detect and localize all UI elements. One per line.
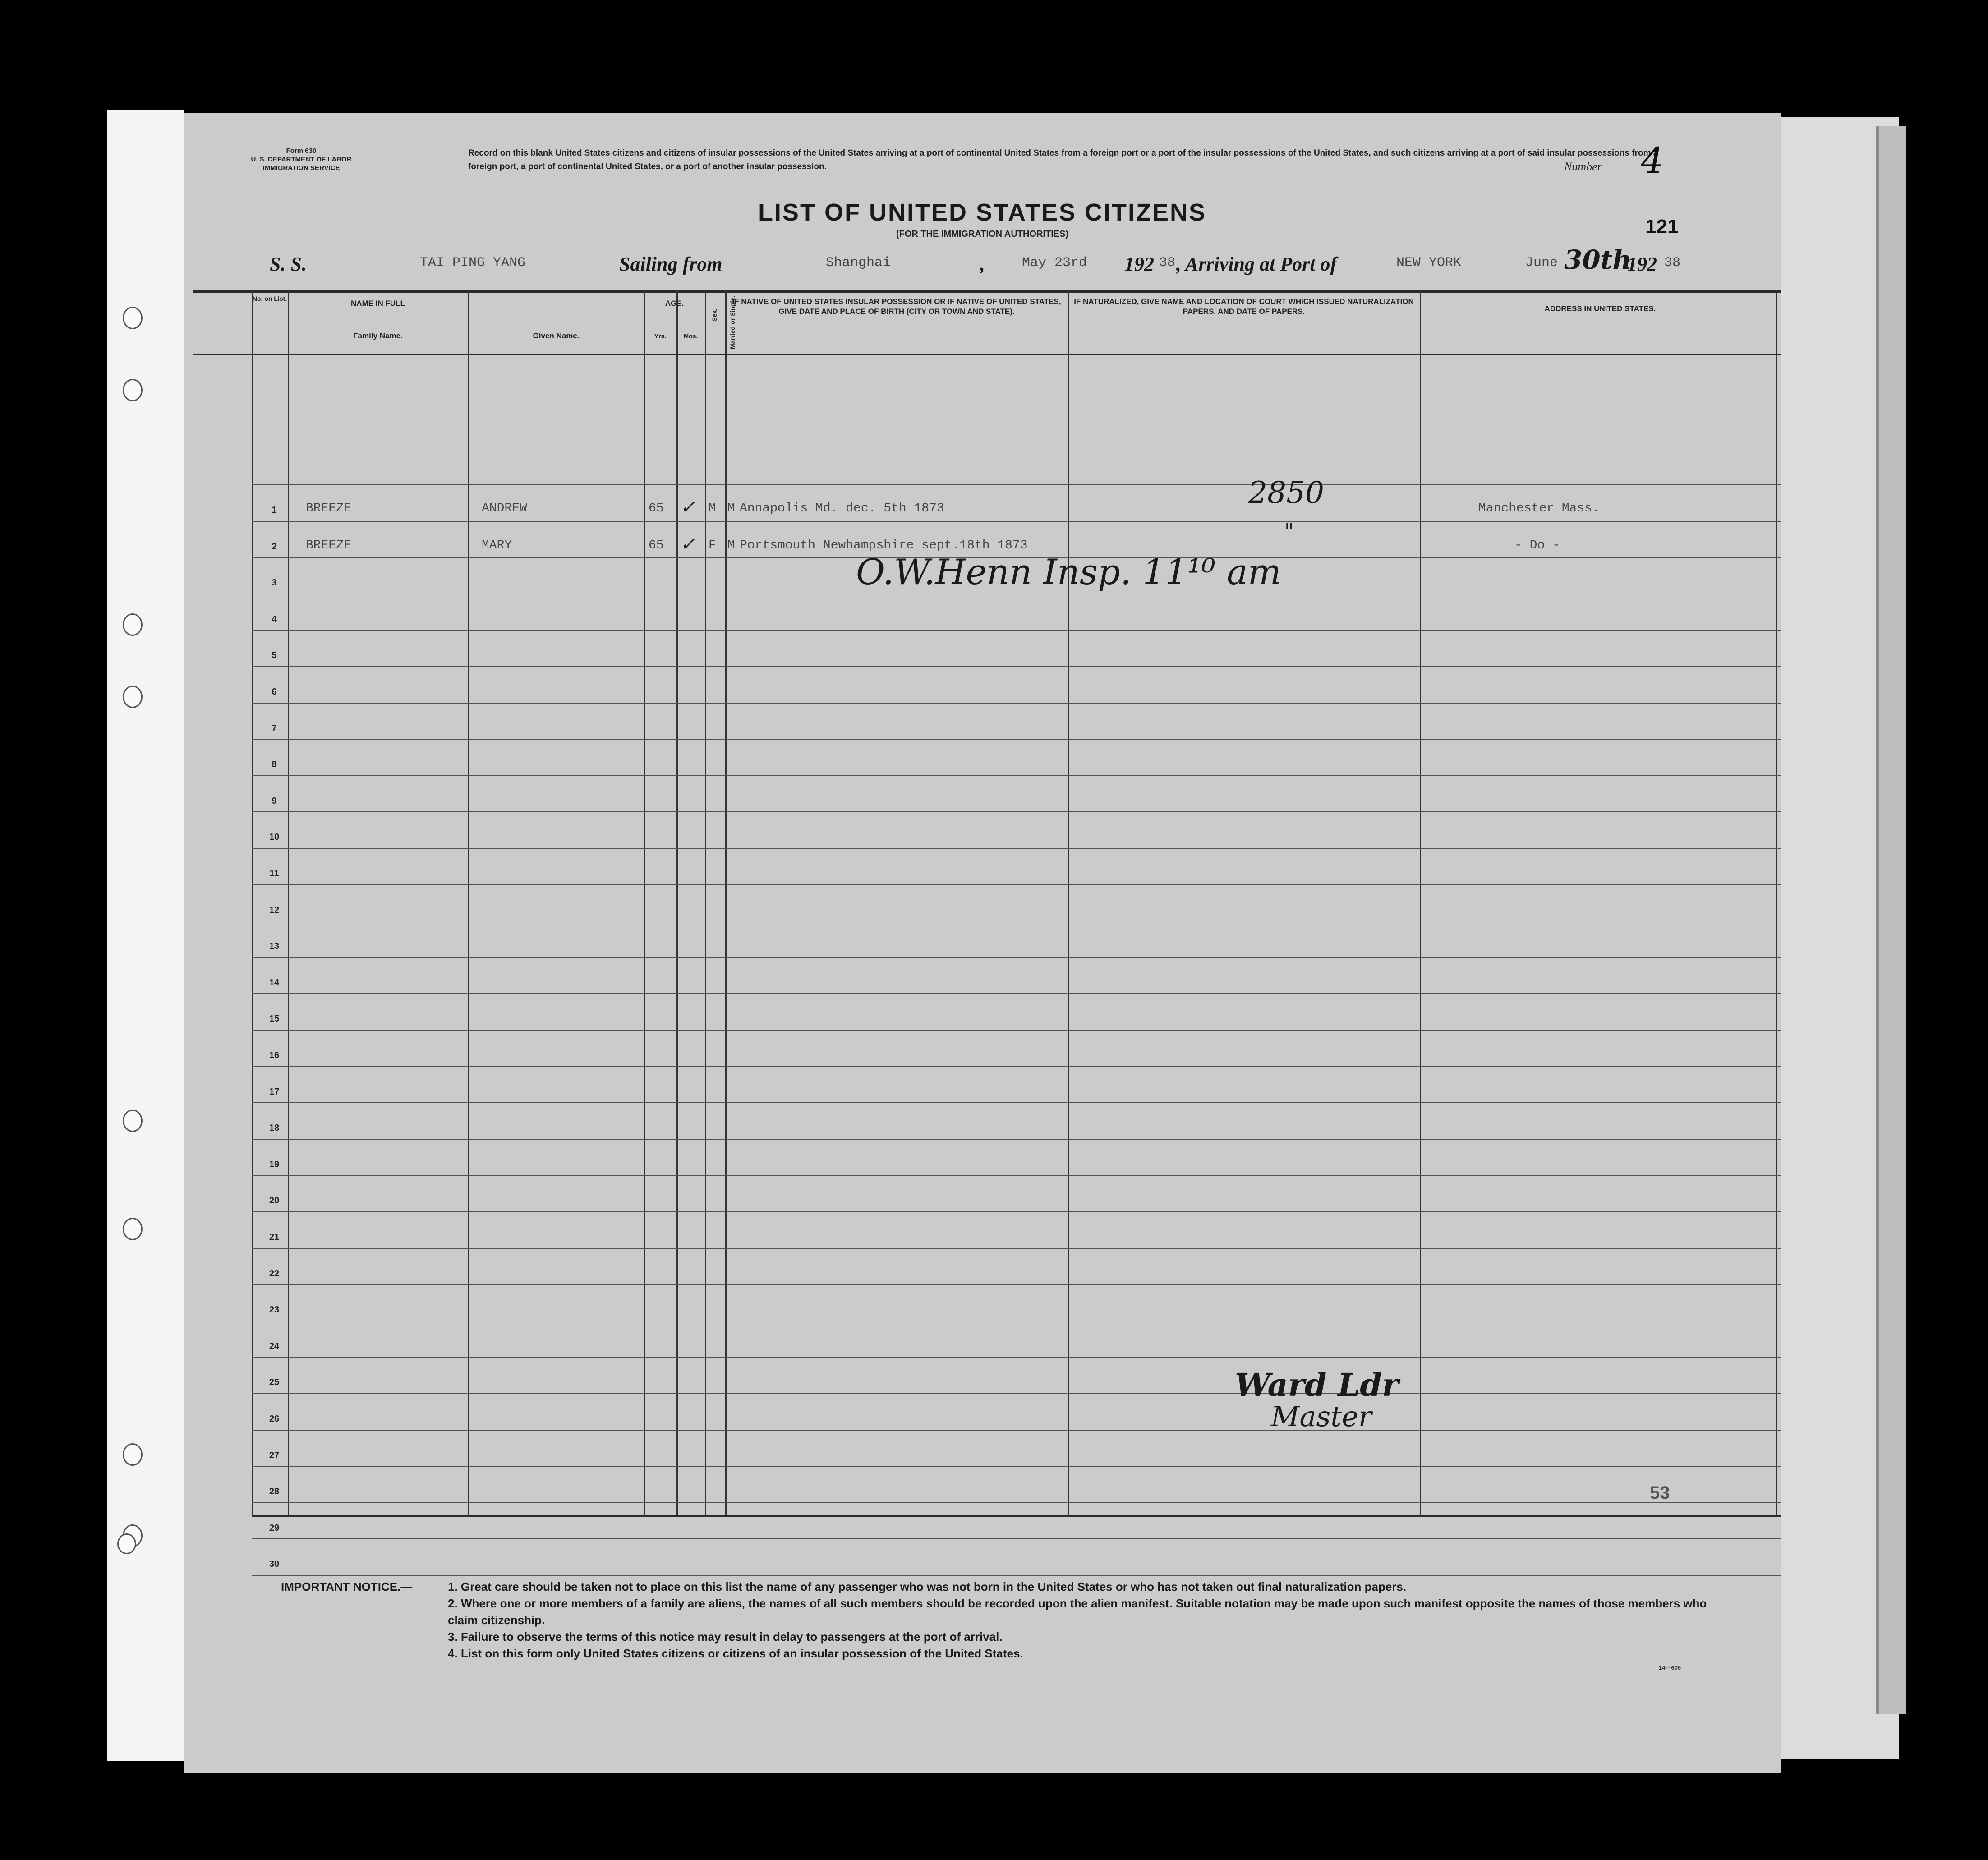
col-divider	[288, 290, 289, 1515]
col-divider	[705, 290, 706, 1515]
cell-naturalized-1: 2850	[1248, 475, 1324, 510]
col-divider	[1420, 290, 1421, 1515]
cell-married-1: M	[727, 502, 735, 516]
comma-1: ,	[980, 253, 985, 275]
row-number: 28	[269, 1487, 280, 1497]
row-number: 5	[272, 650, 277, 661]
row-rule	[252, 1284, 1781, 1285]
row-number: 16	[269, 1050, 280, 1060]
row-number: 3	[272, 578, 277, 588]
row-number: 13	[269, 941, 280, 952]
punch-hole	[123, 1443, 143, 1466]
col-divider	[252, 290, 253, 1515]
punch-hole	[123, 379, 143, 401]
th-sex: Sex.	[711, 308, 718, 322]
row-rule	[252, 1066, 1781, 1067]
th-address: ADDRESS IN UNITED STATES.	[1544, 304, 1656, 313]
row-rule	[252, 703, 1781, 704]
notice-item: 4. List on this form only United States citizens or citizens of an insular possession of the United States.	[448, 1647, 1023, 1660]
ship-name: TAI PING YANG	[333, 255, 612, 272]
row-number: 29	[269, 1523, 280, 1533]
row-number: 18	[269, 1123, 280, 1133]
row-rule	[252, 1139, 1781, 1140]
arrive-day: 30th	[1564, 244, 1632, 275]
comma-2: ,	[1176, 253, 1181, 275]
th-given-name: Given Name.	[533, 331, 580, 340]
row-number: 8	[272, 760, 277, 770]
row-rule	[252, 1030, 1781, 1031]
punch-hole	[123, 307, 143, 329]
passenger-table	[184, 290, 1781, 1570]
page-stack-edge	[1876, 126, 1906, 1714]
col-divider	[676, 290, 678, 1515]
service: IMMIGRATION SERVICE	[262, 164, 340, 172]
cell-family-2: BREEZE	[306, 539, 351, 552]
voyage-line	[184, 244, 1781, 280]
table-header-rule	[193, 354, 1781, 355]
cell-yrs-2: 65	[649, 539, 664, 552]
row-number: 14	[269, 977, 280, 988]
row-rule	[252, 630, 1781, 631]
row-number: 12	[269, 905, 280, 915]
cell-address-1: Manchester Mass.	[1478, 502, 1600, 516]
row-number: 10	[269, 832, 280, 843]
th-name-in-full: NAME IN FULL	[351, 299, 405, 308]
punch-holes	[117, 289, 144, 1687]
row-rule	[252, 1393, 1781, 1394]
cell-sex-1: M	[709, 502, 716, 516]
row-rule	[252, 1211, 1781, 1212]
cell-birth-1: Annapolis Md. dec. 5th 1873	[740, 502, 944, 516]
row-number: 17	[269, 1087, 280, 1097]
depart-year: 38	[1159, 255, 1175, 271]
ss-label: S. S.	[270, 253, 307, 275]
sailing-from: Shanghai	[746, 255, 971, 272]
row-number: 27	[269, 1450, 280, 1460]
row-number: 26	[269, 1414, 280, 1424]
row-rule	[252, 484, 1781, 485]
row-rule	[252, 1502, 1781, 1503]
punch-hole	[123, 613, 143, 636]
th-naturalized: IF NATURALIZED, GIVE NAME AND LOCATION OF COURT WHICH ISSUED NATURALIZATION PAPERS, AND DATE OF PAPERS.	[1074, 297, 1414, 316]
document-sheet	[184, 113, 1781, 1773]
th-age: AGE.	[665, 299, 684, 308]
signature-line-2: Master	[1271, 1400, 1372, 1433]
row-number: 9	[272, 796, 277, 806]
row-number: 7	[272, 723, 277, 733]
cell-married-2: M	[727, 539, 735, 552]
row-number: 15	[269, 1014, 280, 1024]
th-mos: Mos.	[683, 332, 698, 340]
col-divider	[644, 290, 645, 1515]
row-number: 23	[269, 1305, 280, 1315]
row-rule	[252, 739, 1781, 740]
instruction-text: Record on this blank United States citizens and citizens of insular possessions of the United States arriving at a port of continental United States from a foreign port or a port of the insular possessions of the United States, and such citizens arriving at a port of said insular possessions from a foreign port, a port of continental United States, or a port of another insular possession.	[468, 148, 1658, 171]
col-divider	[1068, 290, 1069, 1515]
cell-family-1: BREEZE	[306, 502, 351, 516]
col-divider	[725, 290, 727, 1515]
row-number: 30	[269, 1559, 280, 1570]
department: U. S. DEPARTMENT OF LABOR	[251, 156, 352, 163]
cell-birth-2: Portsmouth Newhampshire sept.18th 1873	[740, 539, 1028, 552]
form-code: 14—606	[1659, 1664, 1681, 1671]
row-number: 25	[269, 1377, 280, 1388]
year-prefix-2: 192	[1627, 253, 1657, 275]
th-married: Married or Single.	[729, 295, 736, 349]
row-rule	[252, 811, 1781, 812]
table-top-rule	[193, 290, 1781, 293]
notice-heading: IMPORTANT NOTICE.—	[281, 1580, 413, 1593]
row-number: 11	[269, 869, 279, 879]
row-rule	[252, 666, 1781, 667]
arrive-year: 38	[1664, 255, 1680, 271]
row-number: 1	[272, 505, 277, 515]
row-rule	[252, 1175, 1781, 1176]
th-family-name: Family Name.	[353, 331, 403, 340]
row-number: 19	[269, 1159, 280, 1169]
page-number: 121	[1645, 216, 1679, 238]
table-bottom-rule	[252, 1515, 1781, 1517]
cell-yrs-1: 65	[649, 502, 664, 516]
row-rule	[252, 1430, 1781, 1431]
row-number: 6	[272, 687, 277, 697]
row-rule	[252, 521, 1781, 522]
cell-address-2: - Do -	[1514, 539, 1560, 552]
punch-hole	[123, 686, 143, 708]
row-number: 22	[269, 1268, 280, 1279]
row-rule	[252, 1575, 1781, 1576]
row-rule	[252, 1357, 1781, 1358]
th-birth: IF NATIVE OF UNITED STATES INSULAR POSSESSION OR IF NATIVE OF UNITED STATES, GIVE DATE AND PLACE OF BIRTH (CITY OR TOWN AND STATE).	[732, 297, 1061, 316]
form-number: Form 630	[286, 147, 317, 155]
arrive-month: June	[1519, 255, 1564, 272]
depart-date: May 23rd	[991, 255, 1118, 272]
row-number: 20	[269, 1196, 280, 1206]
form-header	[238, 147, 364, 172]
row-rule	[252, 884, 1781, 885]
sailing-label: Sailing from	[619, 253, 722, 275]
th-no: No. on List.	[252, 295, 287, 302]
cell-given-2: MARY	[482, 539, 512, 552]
col-divider	[468, 290, 469, 1515]
row-rule	[252, 957, 1781, 958]
stamp-number: 53	[1650, 1483, 1670, 1503]
notice-item: 3. Failure to observe the terms of this notice may result in delay to passengers at the port of arrival.	[448, 1630, 1003, 1644]
row-number: 4	[272, 614, 277, 624]
cell-given-1: ANDREW	[482, 502, 527, 516]
th-yrs: Yrs.	[654, 332, 667, 340]
cell-mos-2: ✓	[680, 534, 695, 555]
row-rule	[252, 1538, 1781, 1539]
row-number: 2	[272, 541, 277, 552]
row-rule	[252, 1102, 1781, 1103]
cell-sex-2: F	[709, 539, 716, 552]
year-prefix-1: 192	[1124, 253, 1154, 275]
signature-line-1: Ward Ldr	[1235, 1366, 1399, 1404]
arriving-label: Arriving at Port of	[1185, 253, 1337, 275]
row-rule	[252, 1466, 1781, 1467]
page-subtitle: (FOR THE IMMIGRATION AUTHORITIES)	[896, 229, 1069, 239]
row-number: 24	[269, 1341, 280, 1351]
punch-hole	[123, 1218, 143, 1240]
notice-item: 1. Great care should be taken not to place on this list the name of any passenger who was not born in the United States or who has not taken out final naturalization papers.	[448, 1580, 1407, 1593]
cell-mos-1: ✓	[680, 497, 695, 518]
page-title: LIST OF UNITED STATES CITIZENS	[758, 199, 1206, 226]
punch-hole-faint	[117, 1533, 136, 1554]
row-rule	[252, 1248, 1781, 1249]
punch-hole	[123, 1110, 143, 1132]
number-label: Number	[1564, 160, 1602, 173]
cell-naturalized-2: "	[1284, 520, 1294, 543]
row-rule	[252, 993, 1781, 994]
number-value: 4	[1641, 140, 1664, 182]
notice-items	[448, 1579, 1720, 1662]
col-divider	[1776, 290, 1777, 1515]
row-rule	[252, 848, 1781, 849]
row-rule	[252, 775, 1781, 776]
row-number: 21	[269, 1232, 280, 1242]
arrival-port: NEW YORK	[1343, 255, 1514, 272]
notice-item: 2. Where one or more members of a family are aliens, the names of all such members should be recorded upon the alien manifest. Suitable notation may be made upon such manifest opposite the names of those members who claim citizenship.	[448, 1597, 1707, 1627]
inspector-note: O.W.Henn Insp. 11¹⁰ am	[856, 552, 1281, 593]
